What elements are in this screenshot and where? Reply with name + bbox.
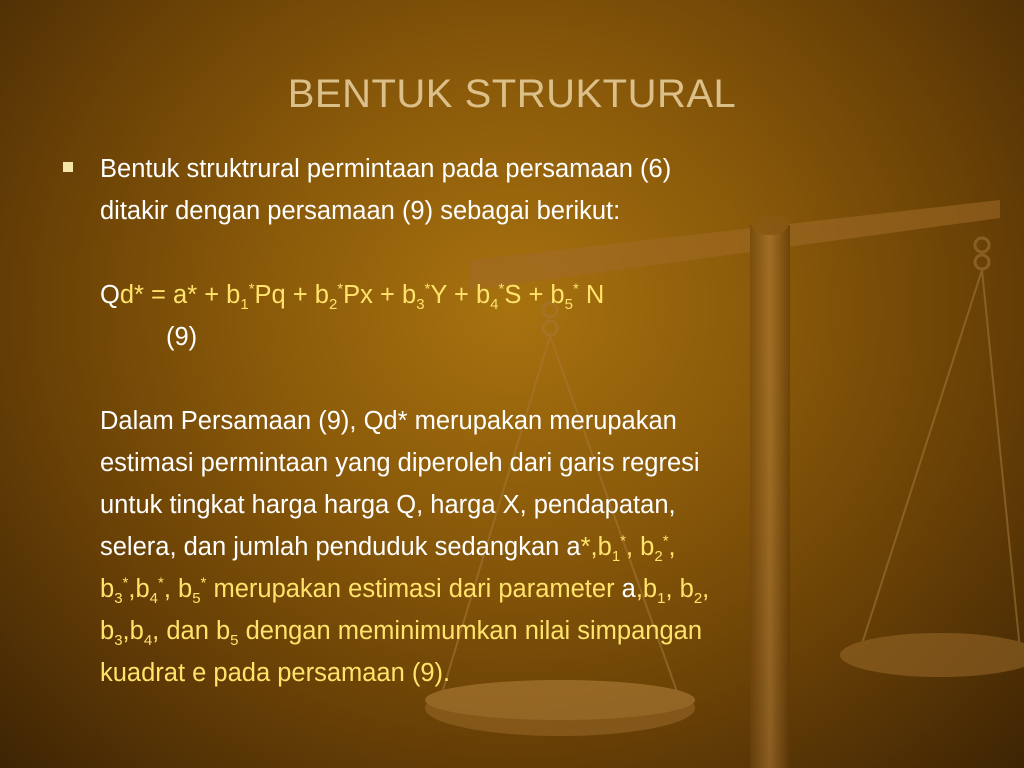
- paragraph-2-line-6: $b_3,b_4$, dan $b_5$ dengan meminimumkan nilai simpangan: [100, 617, 702, 650]
- bullet-icon: [63, 162, 73, 172]
- paragraph-2-line-7: kuadrat e pada persamaan (9).: [100, 659, 451, 687]
- paragraph-1-line-1: Bentuk struktrural permintaan pada persamaan (6): [100, 155, 672, 183]
- paragraph-2-line-1: Dalam Persamaan (9), Qd* merupakan merupakan: [100, 407, 677, 435]
- equation: $Qd* = a* + b_1^*Pq + b_2^*Px + b_3^*Y + b_4^*S + b_5^*$ N: [100, 280, 605, 314]
- paragraph-1-line-2: ditakir dengan persamaan (9) sebagai berikut:: [100, 197, 621, 225]
- slide-title: BENTUK STRUKTURAL: [287, 72, 737, 116]
- slide-body: [100, 148, 980, 694]
- paragraph-2-line-3: untuk tingkat harga harga Q, harga X, pendapatan,: [100, 491, 676, 519]
- paragraph-2-line-2: estimasi permintaan yang diperoleh dari garis regresi: [100, 449, 700, 477]
- paragraph-2-line-4: selera, dan jumlah penduduk sedangkan $a*,b_1^*$, $b_2^*$,: [100, 532, 676, 566]
- equation-number: (9): [166, 323, 198, 351]
- paragraph-2-line-5: $b_3^*,b_4^*$, $b_5^*$ merupakan estimasi dari parameter $a,b_1$, $b_2$,: [100, 574, 710, 608]
